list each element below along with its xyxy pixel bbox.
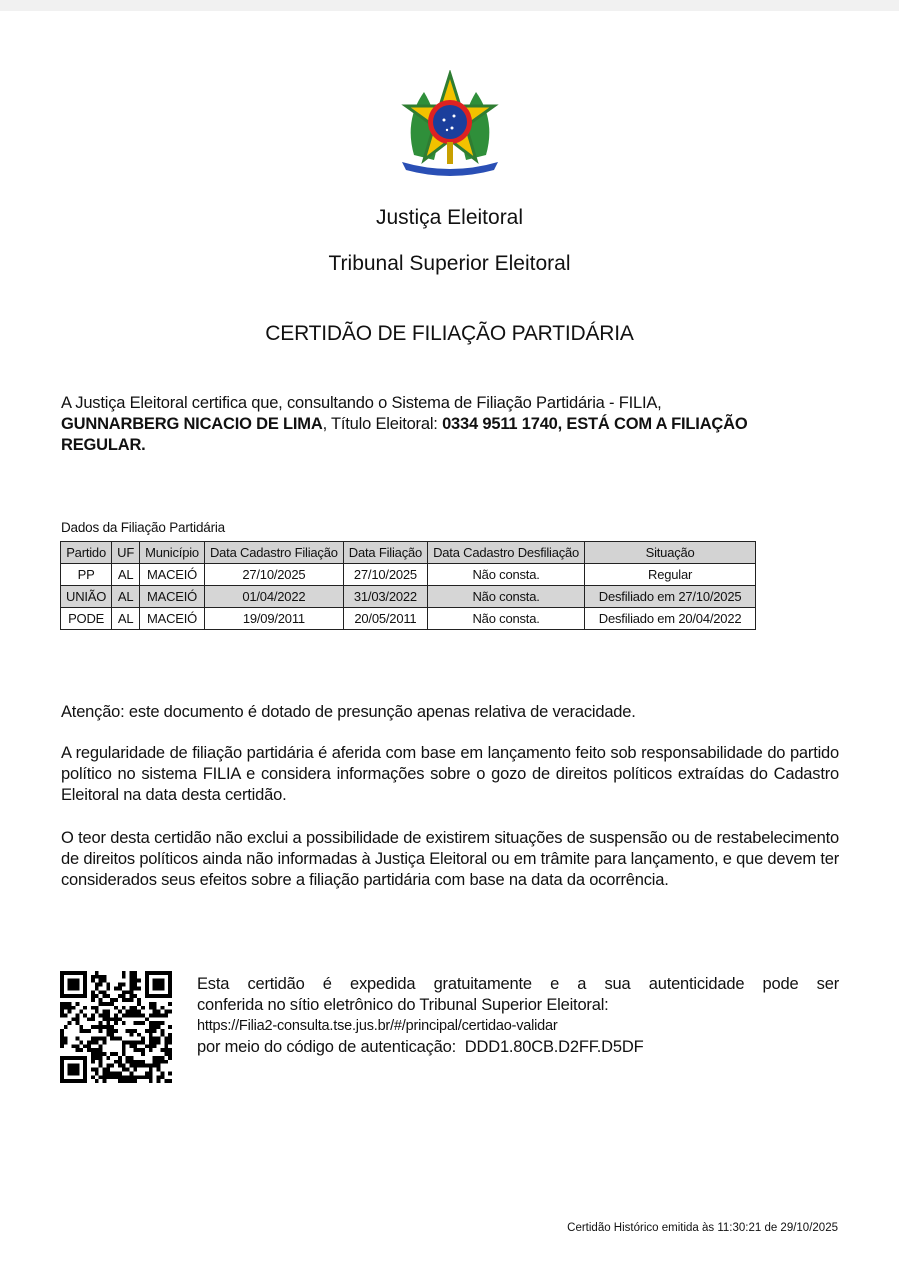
voter-name: GUNNARBERG NICACIO DE LIMA [61,415,323,433]
table-row [61,608,756,630]
validation-line2: conferida no sítio eletrônico do Tribunal Superior Eleitoral: [197,996,609,1014]
table-cell: MACEIÓ [140,564,205,586]
table-cell: 31/03/2022 [343,586,427,608]
column-header: Data Cadastro Filiação [204,542,343,564]
table-cell: UNIÃO [61,586,112,608]
regularity-note: A regularidade de filiação partidária é aferida com base em lançamento feito sob responsabilidade do partido político no sistema FILIA e considera informações sobre o gozo de direitos políticos extraídas do Cadastro Eleitoral na data desta certidão. [61,744,839,804]
table-cell: 19/09/2011 [204,608,343,630]
code-label: por meio do código de autenticação: [197,1038,465,1056]
column-header: Município [140,542,205,564]
table-cell: AL [112,608,140,630]
column-header: Data Cadastro Desfiliação [428,542,585,564]
table-cell: Desfiliado em 20/04/2022 [585,608,756,630]
table-cell: 01/04/2022 [204,586,343,608]
column-header: Situação [585,542,756,564]
status-text: , ESTÁ COM A FILIAÇÃO REGULAR. [61,415,748,454]
table-caption: Dados da Filiação Partidária [61,520,225,535]
column-header: Data Filiação [343,542,427,564]
table-cell: 20/05/2011 [343,608,427,630]
court-name: Tribunal Superior Eleitoral [328,252,571,275]
validation-info [197,974,839,1058]
table-cell: 27/10/2025 [343,564,427,586]
table-cell: 27/10/2025 [204,564,343,586]
coat-of-arms-icon [394,70,506,182]
table-cell: Desfiliado em 27/10/2025 [585,586,756,608]
table-row [61,586,756,608]
table-cell: Não consta. [428,564,585,586]
attention-note: Atenção: este documento é dotado de presunção apenas relativa de veracidade. [61,703,636,721]
intro-text: A Justiça Eleitoral certifica que, consultando o Sistema de Filiação Partidária - FILIA, [61,394,662,412]
table-cell: PODE [61,608,112,630]
table-cell: AL [112,564,140,586]
issued-timestamp: Certidão Histórico emitida às 11:30:21 de 29/10/2025 [567,1222,838,1234]
column-header: Partido [61,542,112,564]
table-cell: MACEIÓ [140,586,205,608]
document-title: CERTIDÃO DE FILIAÇÃO PARTIDÁRIA [265,322,634,345]
validation-line1: Esta certidão é expedida gratuitamente e a sua autenticidade pode ser [197,975,839,993]
table-cell: AL [112,586,140,608]
table-cell: Regular [585,564,756,586]
table-cell: PP [61,564,112,586]
certification-statement [61,393,801,456]
validation-url[interactable]: https://Filia2-consulta.tse.jus.br/#/principal/certidao-validar [197,1018,558,1034]
table-cell: MACEIÓ [140,608,205,630]
top-bar [0,0,899,11]
table-cell: Não consta. [428,586,585,608]
table-cell: Não consta. [428,608,585,630]
titulo-label: , Título Eleitoral: [322,415,443,433]
titulo-number: 0334 9511 1740 [442,415,558,433]
qr-code-icon [60,971,172,1083]
content-note: O teor desta certidão não exclui a possibilidade de existirem situações de suspensão ou de restabelecimento de direitos políticos ainda não informadas à Justiça Eleitoral ou em trâmite para lançamento, e que devem ter considerados seus efeitos sobre a filiação partidária com base na data da ocorrência. [61,829,839,889]
affiliation-table [60,541,756,630]
auth-code: DDD1.80CB.D2FF.D5DF [464,1038,644,1056]
column-header: UF [112,542,140,564]
table-row [61,564,756,586]
org-name: Justiça Eleitoral [375,206,524,229]
